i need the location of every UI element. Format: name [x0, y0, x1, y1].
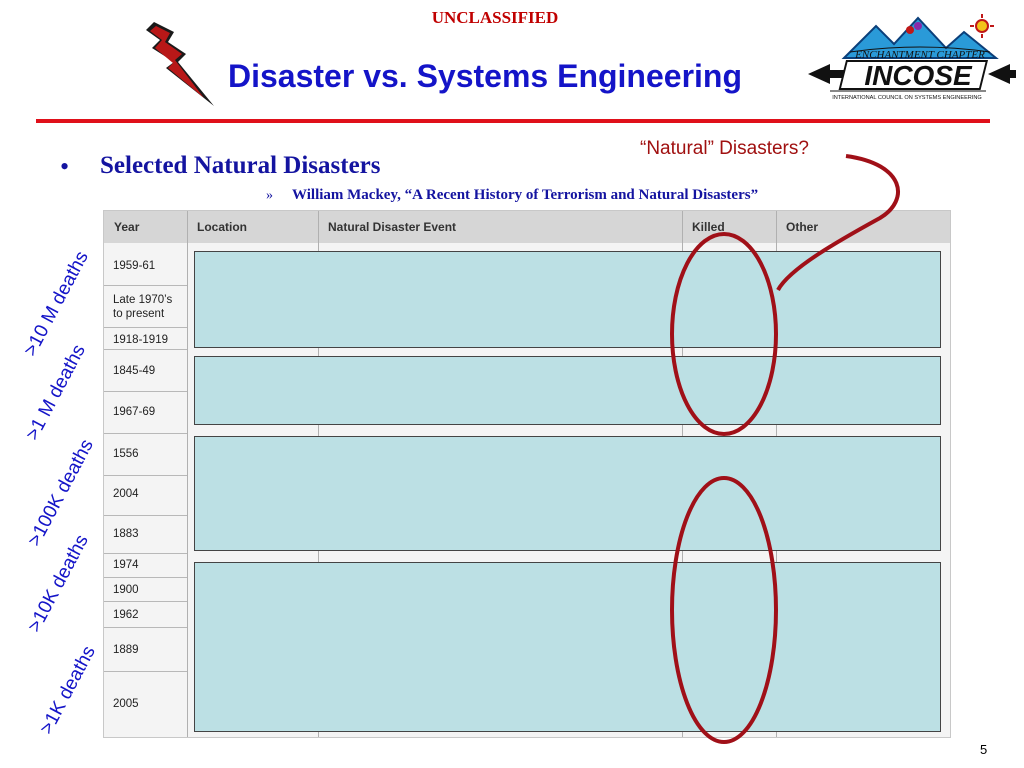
classification-marking: UNCLASSIFIED: [431, 8, 559, 27]
redaction-box-100k: [194, 436, 941, 551]
year-cell: 1959-61: [113, 260, 156, 272]
year-cell: 2005: [113, 698, 139, 710]
label-100k-deaths: >100K deaths: [24, 435, 98, 550]
row-divider: [104, 553, 187, 554]
year-cell: 1883: [113, 528, 139, 540]
row-divider: [104, 391, 187, 392]
row-divider: [104, 285, 187, 286]
row-divider: [104, 627, 187, 628]
row-divider: [104, 349, 187, 350]
year-cell: 1967-69: [113, 406, 156, 418]
subbullet-marker: »: [266, 188, 273, 203]
row-divider: [104, 601, 187, 602]
citation-subbullet: William Mackey, “A Recent History of Terrorism and Natural Disasters”: [292, 187, 759, 203]
column-header-other: Other: [786, 220, 819, 234]
year-cell: to present: [113, 308, 165, 320]
redaction-box-1m: [194, 356, 941, 425]
label-10m-deaths: >10 M deaths: [20, 247, 93, 360]
year-cell: 2004: [113, 488, 139, 500]
column-header-killed: Killed: [692, 220, 725, 234]
svg-text:ENCHANTMENT CHAPTER: ENCHANTMENT CHAPTER: [855, 49, 985, 61]
incose-logo: [800, 8, 1022, 102]
bullet-selected-natural-disasters: Selected Natural Disasters: [100, 152, 381, 179]
title-divider: [36, 119, 990, 123]
row-divider: [104, 671, 187, 672]
label-1k-deaths: >1K deaths: [36, 642, 100, 738]
year-cell: 1974: [113, 559, 139, 571]
page-number: 5: [980, 742, 988, 757]
year-cell: 1962: [113, 609, 139, 621]
year-cell: 1889: [113, 644, 139, 656]
row-divider: [104, 475, 187, 476]
row-divider: [104, 515, 187, 516]
bullet-marker: •: [60, 152, 70, 181]
natural-disasters-callout: “Natural” Disasters?: [640, 138, 809, 159]
row-divider: [104, 577, 187, 578]
row-divider: [104, 433, 187, 434]
svg-text:INTERNATIONAL COUNCIL ON SYSTE: INTERNATIONAL COUNCIL ON SYSTEMS ENGINEERING: [832, 95, 982, 101]
redaction-box-10m: [194, 251, 941, 348]
year-cell: Late 1970’s: [113, 294, 173, 306]
svg-text:INCOSE: INCOSE: [864, 60, 972, 91]
lightning-bolt-icon: [140, 18, 220, 110]
year-cell: 1556: [113, 448, 139, 460]
column-header-event: Natural Disaster Event: [328, 220, 457, 234]
label-10k-deaths: >10K deaths: [24, 531, 93, 636]
year-cell: 1900: [113, 584, 139, 596]
row-divider: [104, 327, 187, 328]
column-header-location: Location: [197, 220, 247, 234]
year-cell: 1845-49: [113, 365, 156, 377]
label-1m-deaths: >1 M deaths: [22, 341, 90, 444]
table-header-row: [104, 211, 950, 243]
redaction-box-10k-1k: [194, 562, 941, 732]
column-header-year: Year: [114, 220, 140, 234]
column-divider: [187, 211, 188, 737]
year-cell: 1918-1919: [113, 334, 168, 346]
disaster-table: [103, 210, 951, 738]
slide-title: Disaster vs. Systems Engineering: [228, 58, 742, 94]
